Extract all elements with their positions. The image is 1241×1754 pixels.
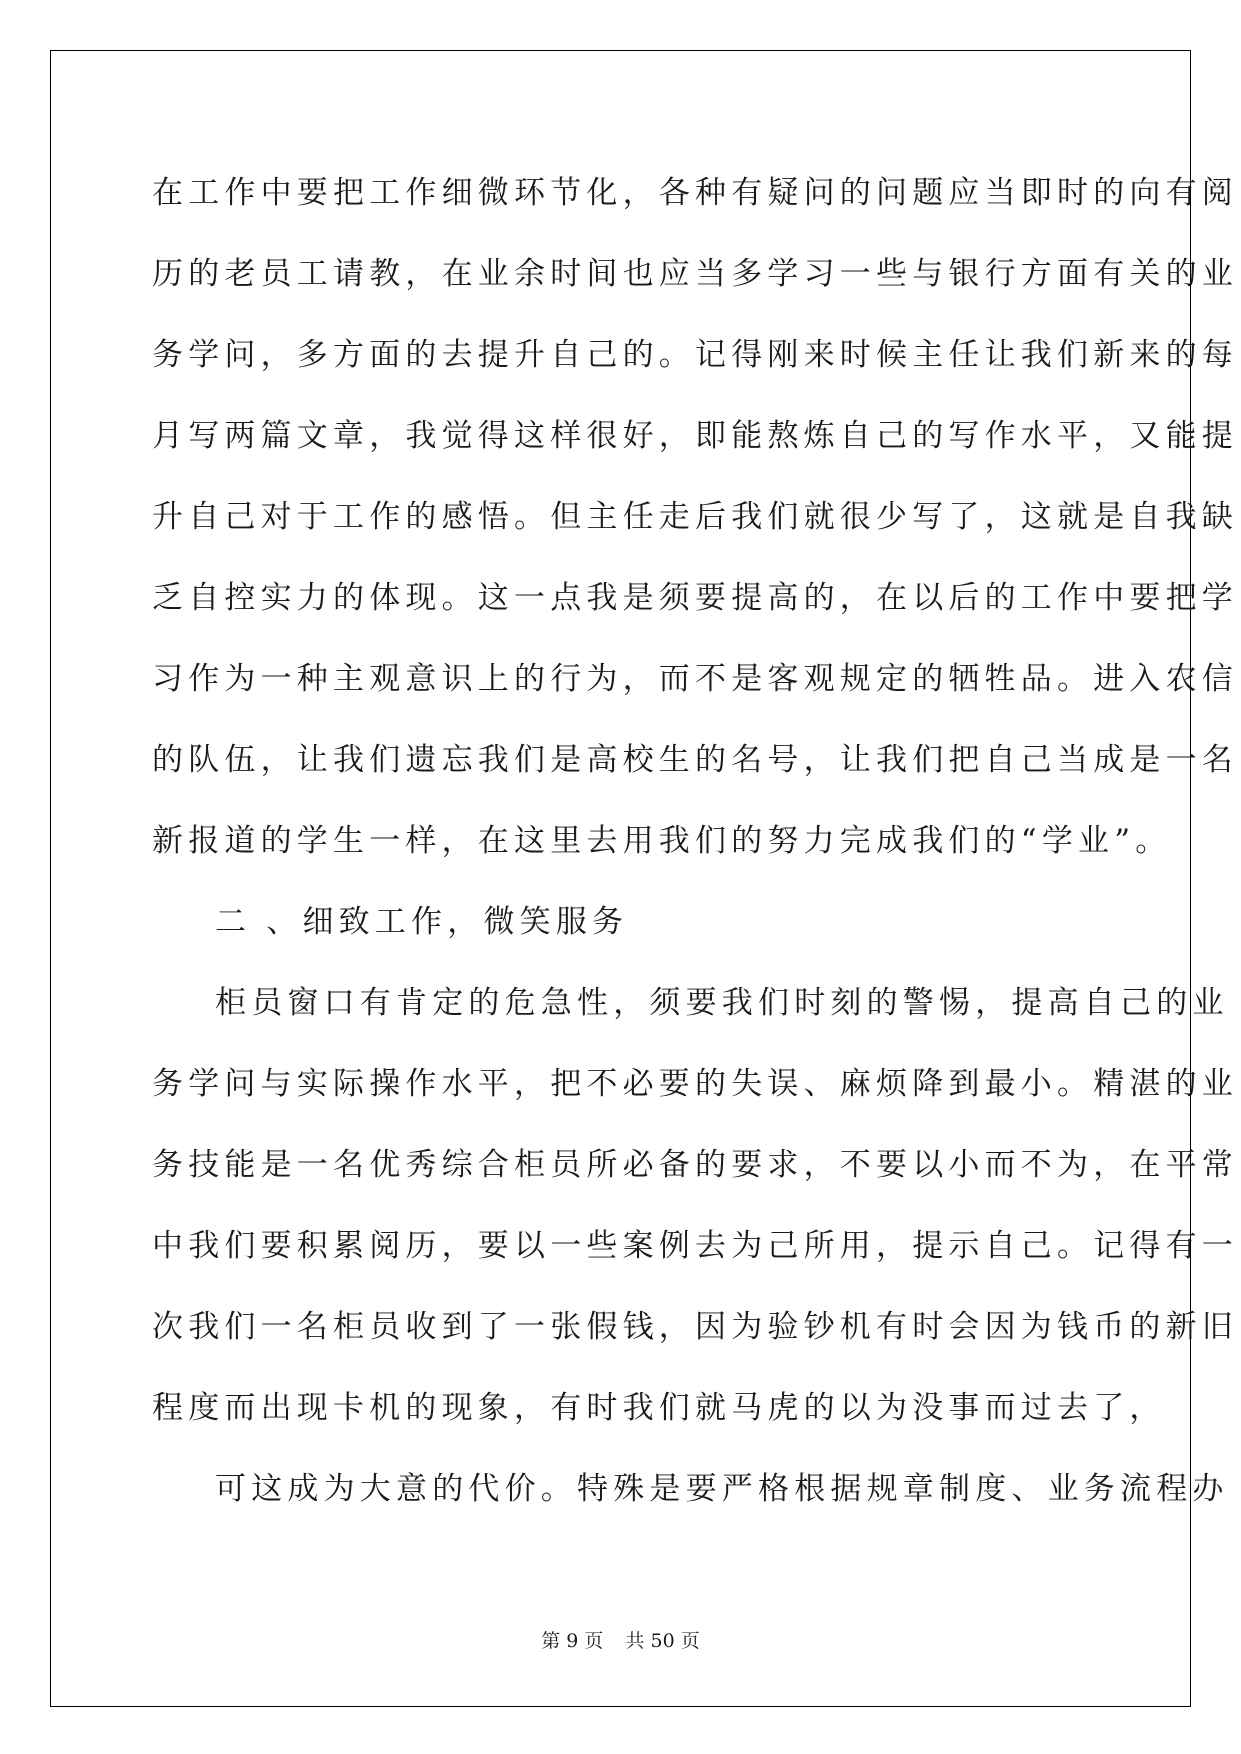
body-line: 的队伍，让我们遗忘我们是高校生的名号，让我们把自己当成是一名	[152, 742, 1238, 778]
body-line: 乏自控实力的体现。这一点我是须要提高的，在以后的工作中要把学	[152, 580, 1238, 616]
page-number: 第 9 页	[541, 1630, 604, 1652]
body-line: 在工作中要把工作细微环节化，各种有疑问的问题应当即时的向有阅	[152, 175, 1238, 211]
page-footer	[0, 1626, 1241, 1653]
body-line: 务技能是一名优秀综合柜员所必备的要求，不要以小而不为，在平常	[152, 1147, 1238, 1183]
paragraph-first-line: 可这成为大意的代价。特殊是要严格根据规章制度、业务流程办	[215, 1471, 1229, 1507]
paragraph-first-line: 柜员窗口有肯定的危急性，须要我们时刻的警惕，提高自己的业	[215, 985, 1229, 1021]
body-line: 历的老员工请教，在业余时间也应当多学习一些与银行方面有关的业	[152, 256, 1238, 292]
document-body	[152, 153, 1238, 1530]
body-line: 务学问与实际操作水平，把不必要的失误、麻烦降到最小。精湛的业	[152, 1066, 1238, 1102]
body-line: 习作为一种主观意识上的行为，而不是客观规定的牺牲品。进入农信	[152, 661, 1238, 697]
body-line: 中我们要积累阅历，要以一些案例去为己所用，提示自己。记得有一	[152, 1228, 1238, 1264]
section-heading: 二 、细致工作，微笑服务	[215, 904, 629, 940]
body-line: 新报道的学生一样，在这里去用我们的努力完成我们的“学业”。	[152, 823, 1172, 859]
body-line: 月写两篇文章，我觉得这样很好，即能熬炼自己的写作水平，又能提	[152, 418, 1238, 454]
body-line: 程度而出现卡机的现象，有时我们就马虎的以为没事而过去了，	[152, 1390, 1166, 1426]
page-total: 共 50 页	[625, 1630, 700, 1652]
body-line: 升自己对于工作的感悟。但主任走后我们就很少写了，这就是自我缺	[152, 499, 1238, 535]
body-line: 务学问，多方面的去提升自己的。记得刚来时候主任让我们新来的每	[152, 337, 1238, 373]
body-line: 次我们一名柜员收到了一张假钱，因为验钞机有时会因为钱币的新旧	[152, 1309, 1238, 1345]
